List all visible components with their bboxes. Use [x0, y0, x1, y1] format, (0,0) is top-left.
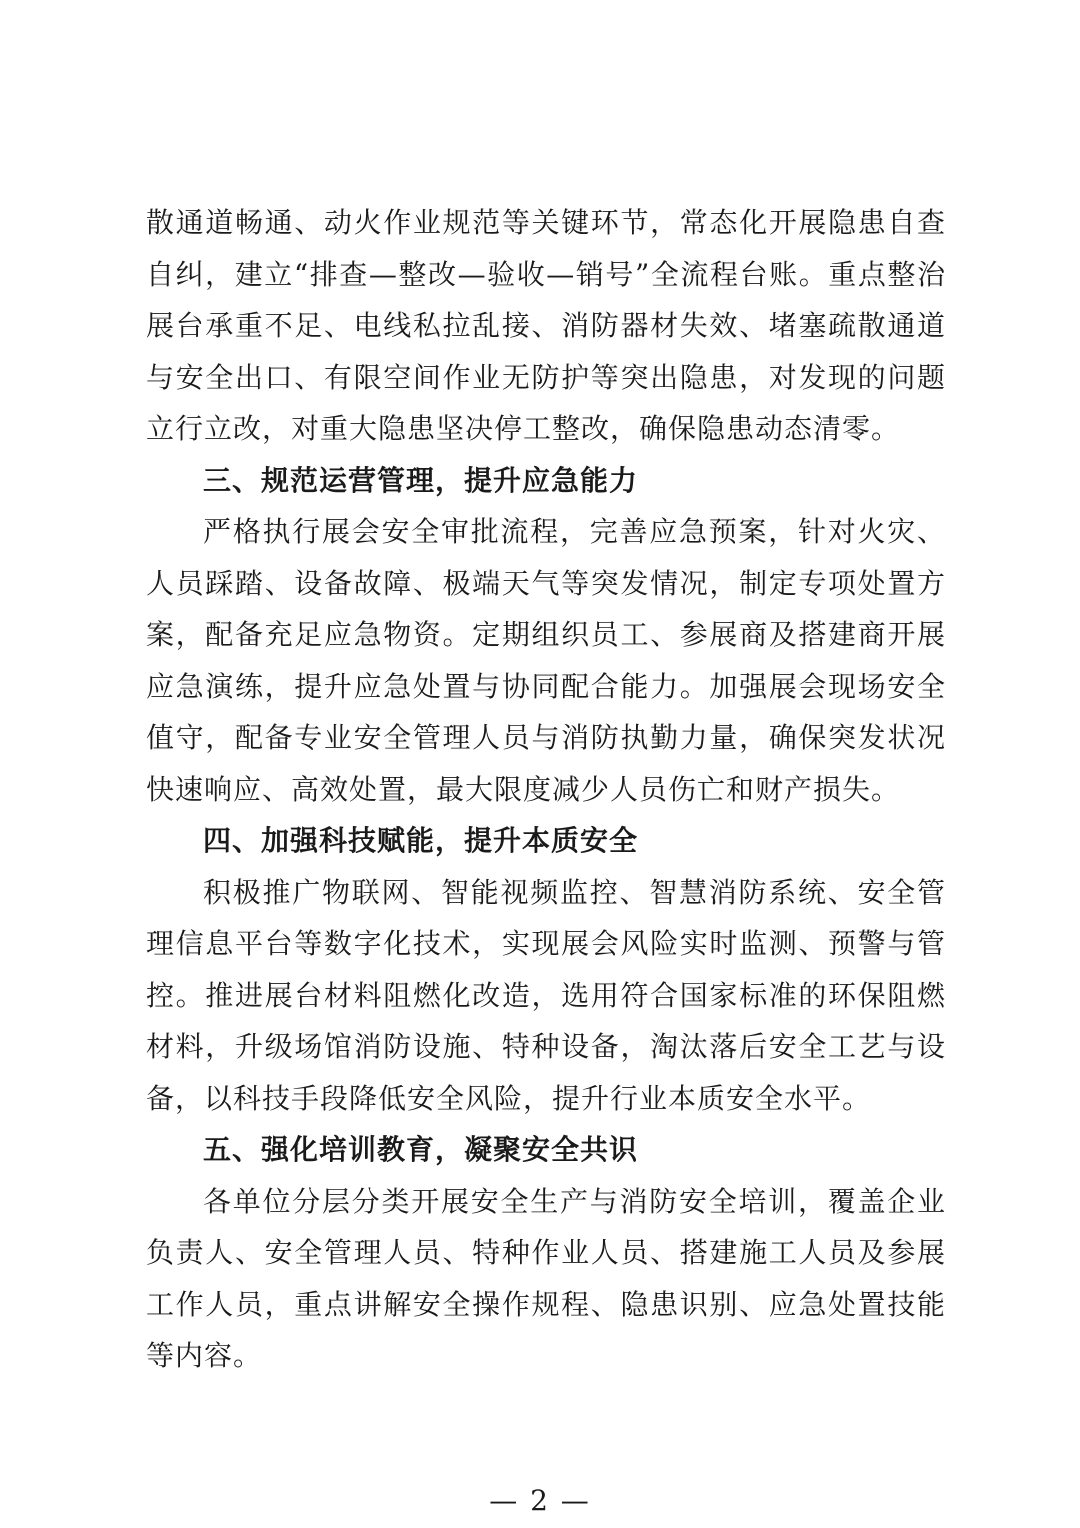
section-heading-4: 四、加强科技赋能，提升本质安全: [203, 824, 639, 857]
paragraph-section-4: 积极推广物联网、智能视频监控、智慧消防系统、安全管理信息平台等数字化技术，实现展会风险实时监测、预警与管控。推进展台材料阻燃化改造，选用符合国家标准的环保阻燃材料，升级场馆消防设施、特种设备，淘汰落后安全工艺与设备，以科技手段降低安全风险，提升行业本质安全水平。: [146, 875, 946, 1115]
document-body: [146, 197, 946, 1382]
section-heading-5: 五、强化培训教育，凝聚安全共识: [203, 1133, 639, 1166]
paragraph-section-5: 各单位分层分类开展安全生产与消防安全培训，覆盖企业负责人、安全管理人员、特种作业人员、搭建施工人员及参展工作人员，重点讲解安全操作规程、隐患识别、应急处置技能等内容。: [146, 1184, 946, 1372]
section-heading-3: 三、规范运营管理，提升应急能力: [203, 463, 639, 497]
page-number: — 2 —: [489, 1484, 591, 1517]
paragraph-section-3: 严格执行展会安全审批流程，完善应急预案，针对火灾、人员踩踏、设备故障、极端天气等突发情况，制定专项处置方案，配备充足应急物资。定期组织员工、参展商及搭建商开展应急演练，提升应急处置与协同配合能力。加强展会现场安全值守，配备专业安全管理人员与消防执勤力量，确保突发状况快速响应、高效处置，最大限度减少人员伤亡和财产损失。: [146, 515, 946, 806]
paragraph-continuation: 散通道畅通、动火作业规范等关键环节，常态化开展隐患自查自纠，建立“排查—整改—验收—销号”全流程台账。重点整治展台承重不足、电线私拉乱接、消防器材失效、堵塞疏散通道与安全出口、有限空间作业无防护等突出隐患，对发现的问题立行立改，对重大隐患坚决停工整改，确保隐患动态清零。: [146, 206, 946, 445]
